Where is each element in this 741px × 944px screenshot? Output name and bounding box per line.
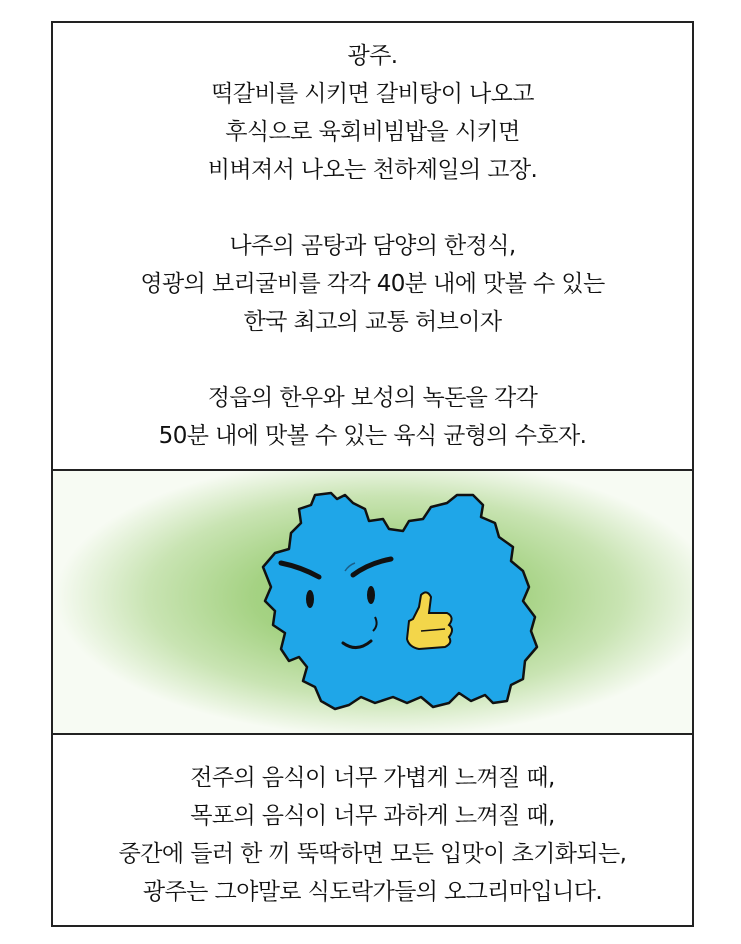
caption-line: 목포의 음식이 너무 과하게 느껴질 때, bbox=[190, 803, 555, 829]
caption-line: 후식으로 육회비빔밥을 시키면 bbox=[225, 119, 520, 145]
mascot-body bbox=[263, 493, 537, 709]
paragraph-gap bbox=[53, 189, 692, 227]
top-caption bbox=[53, 37, 692, 455]
caption-line: 한국 최고의 교통 허브이자 bbox=[243, 309, 502, 335]
caption-line: 전주의 음식이 너무 가볍게 느껴질 때, bbox=[190, 765, 555, 791]
paragraph-gap bbox=[53, 341, 692, 379]
caption-line: 나주의 곰탕과 담양의 한정식, bbox=[229, 233, 516, 259]
bottom-caption bbox=[53, 759, 692, 911]
caption-line: 정읍의 한우와 보성의 녹돈을 각각 bbox=[207, 385, 538, 411]
gwangju-mascot-illustration bbox=[53, 471, 692, 733]
panel-top bbox=[53, 23, 692, 471]
right-eye-icon bbox=[367, 586, 375, 604]
caption-line: 중간에 들러 한 끼 뚝딱하면 모든 입맛이 초기화되는, bbox=[118, 841, 627, 867]
caption-line: 50분 내에 맛볼 수 있는 육식 균형의 수호자. bbox=[158, 423, 587, 449]
panel-middle bbox=[53, 471, 692, 735]
caption-line: 광주. bbox=[347, 43, 398, 69]
caption-line: 비벼져서 나오는 천하제일의 고장. bbox=[207, 157, 538, 183]
caption-line: 광주는 그야말로 식도락가들의 오그리마입니다. bbox=[142, 879, 603, 905]
caption-line: 떡갈비를 시키면 갈비탕이 나오고 bbox=[211, 81, 534, 107]
panel-bottom bbox=[53, 735, 692, 925]
left-eye-icon bbox=[306, 590, 314, 608]
caption-line: 영광의 보리굴비를 각각 40분 내에 맛볼 수 있는 bbox=[140, 271, 605, 297]
comic-page bbox=[51, 21, 694, 927]
